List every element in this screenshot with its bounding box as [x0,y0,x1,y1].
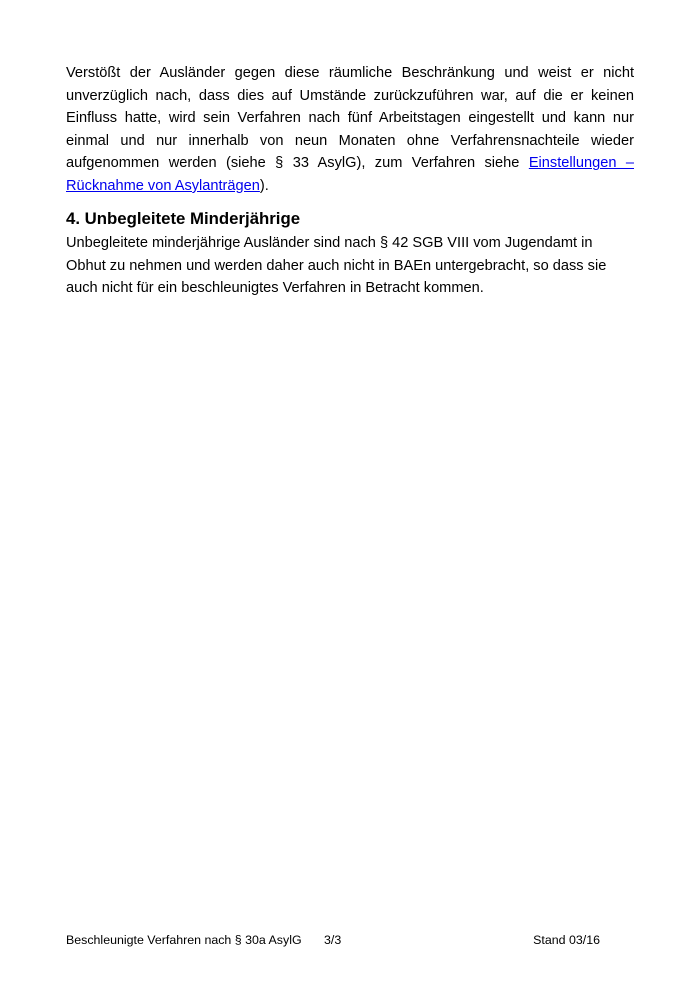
section-heading-unbegleitete-minderjaehrige: 4. Unbegleitete Minderjährige [66,209,301,228]
footer-document-title: Beschleunigte Verfahren nach § 30a AsylG [66,933,302,947]
footer-page-number: 3/3 [324,933,342,947]
footer-stand-date: Stand 03/16 [533,933,600,947]
link-einstellungen-ruecknahme[interactable]: Einstellungen – Rücknahme von Asylanträgen [66,155,634,194]
document-page [66,62,634,297]
paragraph-unaccompanied-minors: Unbegleitete minderjährige Ausländer sind nach § 42 SGB VIII vom Jugendamt in Obhut zu nehmen und werden daher auch nicht in BAEn untergebracht, so dass sie auch nicht für ein beschleunigtes Verfahren in Betracht kommen. [66,235,607,297]
paragraph-text-end: ). [259,177,269,194]
paragraph-spatial-restriction [66,62,634,198]
paragraph-text: Verstößt der Ausländer gegen diese räumliche Beschränkung und weist er nicht unverzüglich nach, dass dies auf Umstände zurückzuführen war, auf die er keinen Einfluss hatte, wird sein Verfahren nach fünf Arbeitstagen eingestellt und kann nur einmal und nur innerhalb von neun Monaten ohne Verfahrensnachteile wieder aufgenommen werden (siehe § 33 AsylG), zum Verfahren siehe [66,65,634,172]
